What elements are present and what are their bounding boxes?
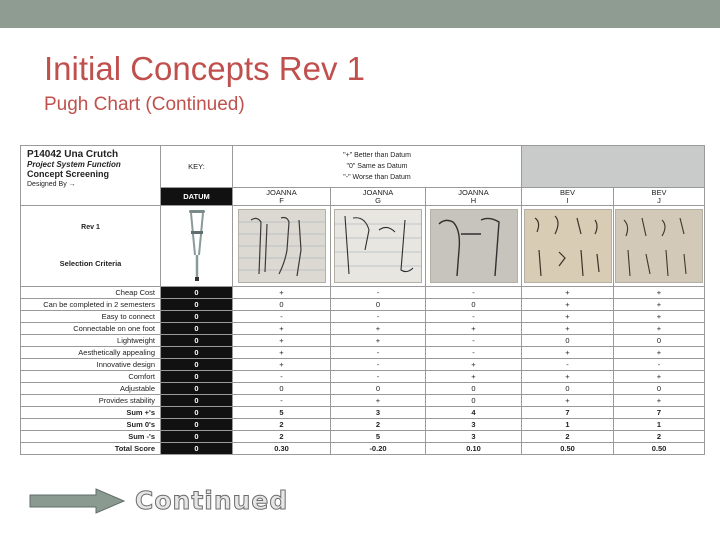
datum-value: 0	[161, 431, 233, 443]
concept-j-sketch	[615, 209, 703, 283]
datum-value: 0	[161, 371, 233, 383]
score-cell: 2	[331, 419, 426, 431]
criteria-row	[21, 347, 705, 359]
score-cell: -	[426, 311, 522, 323]
score-cell: 0	[522, 335, 614, 347]
summary-label: Total Score	[21, 443, 161, 455]
score-cell: -	[233, 395, 331, 407]
score-cell: -	[522, 359, 614, 371]
datum-value: 0	[161, 311, 233, 323]
score-cell: +	[614, 371, 705, 383]
criterion-label: Innovative design	[21, 359, 161, 371]
criterion-label: Adjustable	[21, 383, 161, 395]
score-cell: 0	[233, 383, 331, 395]
score-cell: 0	[331, 383, 426, 395]
score-cell: 1	[522, 419, 614, 431]
concept-header: JOANNA F	[233, 188, 331, 206]
concept-header: JOANNA H	[426, 188, 522, 206]
designed-by-label: Designed By →	[27, 181, 76, 188]
score-cell: 5	[331, 431, 426, 443]
score-cell: -	[426, 335, 522, 347]
concept-g-sketch	[334, 209, 422, 283]
criterion-label: Cheap Cost	[21, 287, 161, 299]
score-cell: +	[233, 335, 331, 347]
blank-header-cell	[522, 146, 705, 188]
score-cell: 7	[522, 407, 614, 419]
concept-header: JOANNA G	[331, 188, 426, 206]
project-info-cell	[21, 146, 161, 206]
score-cell: +	[233, 347, 331, 359]
criterion-label: Connectable on one foot	[21, 323, 161, 335]
score-cell: -	[614, 359, 705, 371]
score-cell: +	[522, 287, 614, 299]
score-cell: +	[522, 311, 614, 323]
criteria-row	[21, 371, 705, 383]
pugh-chart	[20, 145, 704, 462]
project-name: P14042 Una Crutch	[27, 149, 119, 160]
score-cell: +	[522, 371, 614, 383]
datum-value: 0	[161, 299, 233, 311]
crutch-icon	[177, 207, 217, 283]
continued-arrow-icon	[28, 487, 128, 515]
score-cell: +	[614, 311, 705, 323]
concept-sketch-cell	[522, 206, 614, 287]
criteria-row	[21, 311, 705, 323]
criterion-label: Provides stability	[21, 395, 161, 407]
datum-value: 0	[161, 287, 233, 299]
score-cell: +	[233, 323, 331, 335]
score-cell: -	[233, 371, 331, 383]
summary-row	[21, 419, 705, 431]
score-cell: 5	[233, 407, 331, 419]
score-cell: +	[426, 359, 522, 371]
score-cell: +	[614, 395, 705, 407]
score-cell: +	[426, 371, 522, 383]
score-cell: +	[426, 323, 522, 335]
score-cell: +	[522, 395, 614, 407]
score-cell: +	[614, 287, 705, 299]
continued-label: Continued	[135, 486, 289, 515]
slide-top-bar	[0, 0, 720, 28]
datum-header: DATUM	[161, 188, 233, 206]
score-cell: +	[522, 299, 614, 311]
score-cell: -0.20	[331, 443, 426, 455]
rev-label: Rev 1	[81, 224, 100, 231]
criteria-row	[21, 287, 705, 299]
score-cell: 2	[233, 419, 331, 431]
score-cell: 4	[426, 407, 522, 419]
score-cell: 3	[426, 431, 522, 443]
summary-label: Sum +'s	[21, 407, 161, 419]
datum-value: 0	[161, 395, 233, 407]
score-cell: +	[331, 335, 426, 347]
score-cell: 0.10	[426, 443, 522, 455]
score-cell: 0	[426, 299, 522, 311]
score-cell: 0	[522, 383, 614, 395]
selection-criteria-text: Selection Criteria	[59, 259, 122, 268]
slide-title: Initial Concepts Rev 1	[44, 50, 365, 87]
score-cell: 3	[426, 419, 522, 431]
criterion-label: Easy to connect	[21, 311, 161, 323]
score-cell: 0	[233, 299, 331, 311]
concept-header: BEV J	[614, 188, 705, 206]
concept-sketch-cell	[233, 206, 331, 287]
score-cell: -	[233, 311, 331, 323]
score-cell: 0	[614, 335, 705, 347]
datum-value: 0	[161, 419, 233, 431]
score-cell: +	[331, 395, 426, 407]
criterion-label: Comfort	[21, 371, 161, 383]
concept-i-sketch	[524, 209, 612, 283]
score-cell: 0.30	[233, 443, 331, 455]
concept-h-sketch	[430, 209, 518, 283]
summary-label: Sum 0's	[21, 419, 161, 431]
criterion-label: Can be completed in 2 semesters	[21, 299, 161, 311]
criterion-label: Aesthetically appealing	[21, 347, 161, 359]
score-cell: 2	[614, 431, 705, 443]
score-cell: 0	[426, 383, 522, 395]
concept-screening-label: Concept Screening	[27, 169, 110, 179]
score-cell: +	[331, 323, 426, 335]
pugh-table	[20, 145, 705, 455]
datum-crutch-image	[161, 206, 233, 287]
score-cell: -	[331, 311, 426, 323]
summary-label: Sum -'s	[21, 431, 161, 443]
legend-cell	[233, 146, 522, 188]
datum-value: 0	[161, 335, 233, 347]
legend-better: "+" Better than Datum	[343, 152, 411, 159]
score-cell: -	[331, 347, 426, 359]
datum-value: 0	[161, 347, 233, 359]
criteria-row	[21, 299, 705, 311]
criteria-row	[21, 359, 705, 371]
criterion-label: Lightweight	[21, 335, 161, 347]
summary-row	[21, 443, 705, 455]
concept-f-sketch	[238, 209, 326, 283]
concept-header: BEV I	[522, 188, 614, 206]
slide-subtitle: Pugh Chart (Continued)	[44, 94, 245, 115]
datum-value: 0	[161, 383, 233, 395]
score-cell: -	[331, 287, 426, 299]
criteria-row	[21, 323, 705, 335]
score-cell: 2	[522, 431, 614, 443]
score-cell: 0.50	[614, 443, 705, 455]
score-cell: -	[331, 359, 426, 371]
datum-value: 0	[161, 407, 233, 419]
selection-criteria-label	[21, 206, 161, 287]
score-cell: 7	[614, 407, 705, 419]
score-cell: +	[233, 359, 331, 371]
score-cell: 3	[331, 407, 426, 419]
summary-row	[21, 431, 705, 443]
concept-sketch-cell	[331, 206, 426, 287]
summary-row	[21, 407, 705, 419]
criteria-row	[21, 383, 705, 395]
criteria-row	[21, 395, 705, 407]
score-cell: +	[614, 323, 705, 335]
score-cell: +	[522, 347, 614, 359]
concept-sketch-cell	[614, 206, 705, 287]
score-cell: +	[233, 287, 331, 299]
concept-sketch-cell	[426, 206, 522, 287]
score-cell: 0	[614, 383, 705, 395]
score-cell: 0	[426, 395, 522, 407]
legend-worse: "-" Worse than Datum	[343, 174, 411, 181]
score-cell: +	[614, 299, 705, 311]
datum-value: 0	[161, 323, 233, 335]
score-cell: 0.50	[522, 443, 614, 455]
project-function: Project System Function	[27, 160, 121, 169]
score-cell: -	[426, 287, 522, 299]
legend-same: "0" Same as Datum	[346, 163, 408, 170]
score-cell: 1	[614, 419, 705, 431]
score-cell: 0	[331, 299, 426, 311]
score-cell: +	[614, 347, 705, 359]
score-cell: 2	[233, 431, 331, 443]
key-label: KEY:	[161, 146, 233, 188]
score-cell: +	[522, 323, 614, 335]
score-cell: -	[331, 371, 426, 383]
score-cell: -	[426, 347, 522, 359]
criteria-row	[21, 335, 705, 347]
datum-value: 0	[161, 359, 233, 371]
datum-value: 0	[161, 443, 233, 455]
